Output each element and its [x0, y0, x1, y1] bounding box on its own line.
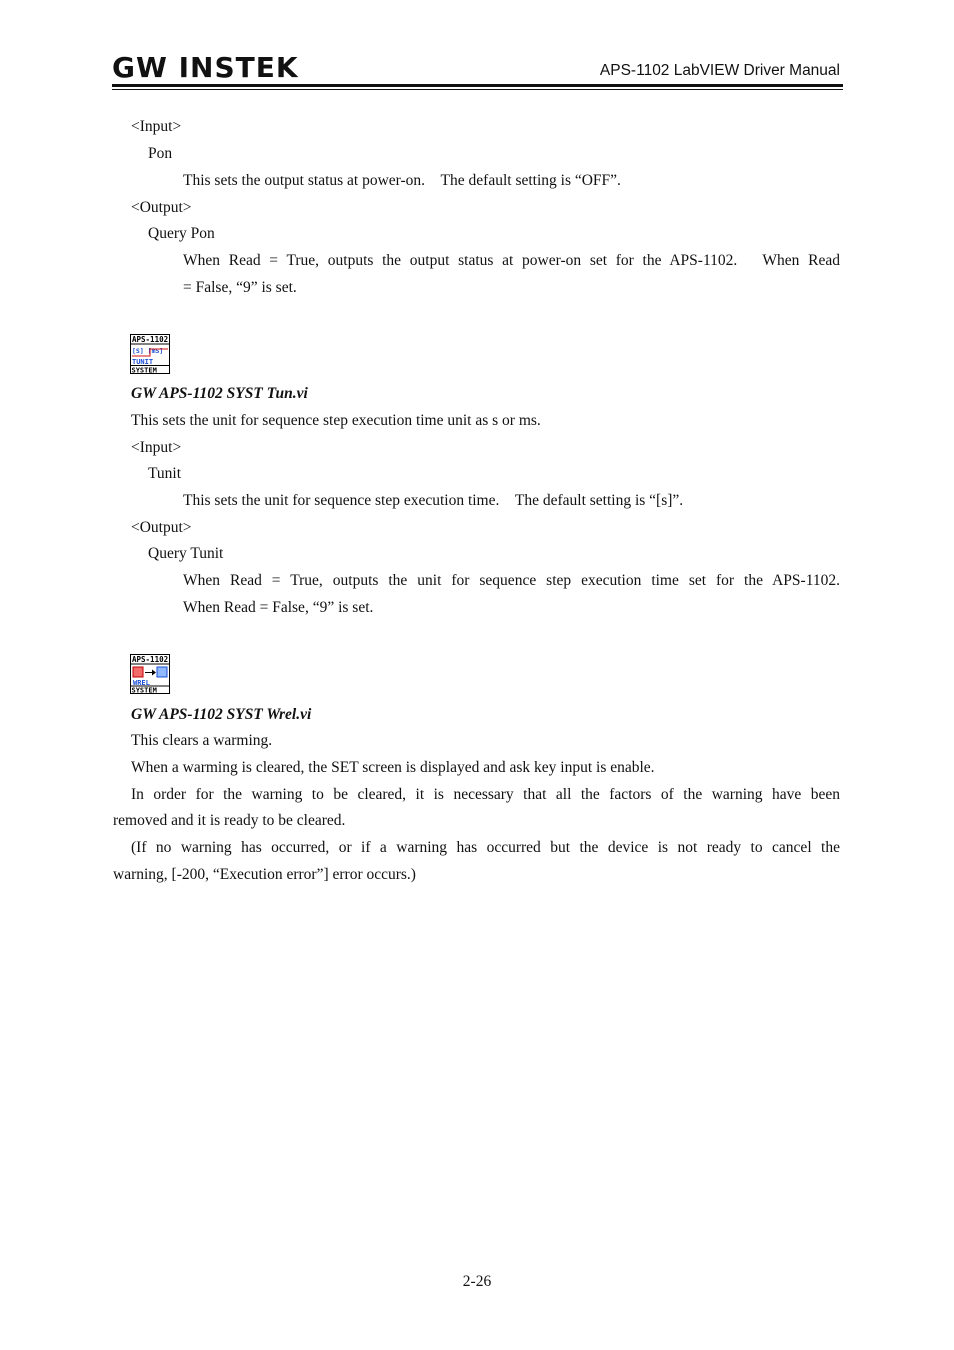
output-description-line2: When Read = False, “9” is set.	[183, 599, 374, 616]
svg-text:APS-1102: APS-1102	[132, 655, 169, 664]
svg-text:SYSTEM: SYSTEM	[131, 686, 157, 695]
output-description-line1: When Read = True, outputs the output status at power-on set for the APS-1102. When Read	[183, 252, 840, 269]
header-rule-thick	[112, 84, 843, 87]
input-label: <Input>	[131, 118, 182, 135]
output-label: <Output>	[131, 199, 192, 216]
gw-instek-logo	[112, 51, 299, 84]
output-description-line2: = False, “9” is set.	[183, 279, 297, 296]
output-label: <Output>	[131, 519, 192, 536]
paragraph-2: When a warming is cleared, the SET screen is displayed and ask key input is enable.	[131, 759, 655, 776]
paragraph-4-line1: (If no warning has occurred, or if a warning has occurred but the device is not ready to cancel the	[131, 839, 840, 856]
output-description-line1: When Read = True, outputs the unit for sequence step execution time set for the APS-1102.	[183, 572, 840, 589]
paragraph-3-line1: In order for the warning to be cleared, it is necessary that all the factors of the warning have been	[131, 786, 840, 803]
param-name: Tunit	[148, 465, 182, 482]
vi-icon-wrel	[130, 654, 170, 694]
vi-name-wrel: GW APS-1102 SYST Wrel.vi	[131, 706, 312, 723]
paragraph-1: This clears a warming.	[131, 732, 273, 749]
output-param-name: Query Pon	[148, 225, 215, 242]
param-description: This sets the unit for sequence step execution time. The default setting is “[s]”.	[183, 492, 684, 509]
vi-name-tun: GW APS-1102 SYST Tun.vi	[131, 385, 308, 402]
paragraph-4-line2: warning, [-200, “Execution error”] error occurs.)	[113, 866, 416, 883]
param-name: Pon	[148, 145, 173, 162]
svg-text:APS-1102: APS-1102	[132, 335, 169, 344]
svg-text:WREL: WREL	[133, 679, 150, 687]
header-rule-thin	[112, 89, 843, 90]
input-label: <Input>	[131, 439, 182, 456]
page-number: 2-26	[462, 1273, 492, 1290]
vi-summary: This sets the unit for sequence step execution time unit as s or ms.	[131, 412, 541, 429]
svg-text:GW INSTEK: GW INSTEK	[112, 51, 299, 84]
svg-text:TUNIT: TUNIT	[132, 358, 154, 366]
output-param-name: Query Tunit	[148, 545, 224, 562]
param-description: This sets the output status at power-on. The default setting is “OFF”.	[183, 172, 621, 189]
svg-text:SYSTEM: SYSTEM	[131, 366, 157, 375]
manual-title: APS-1102 LabVIEW Driver Manual	[599, 62, 840, 79]
vi-icon-tunit	[130, 334, 170, 374]
svg-text:[S] [mS]: [S] [mS]	[132, 347, 164, 355]
paragraph-3-line2: removed and it is ready to be cleared.	[113, 812, 346, 829]
